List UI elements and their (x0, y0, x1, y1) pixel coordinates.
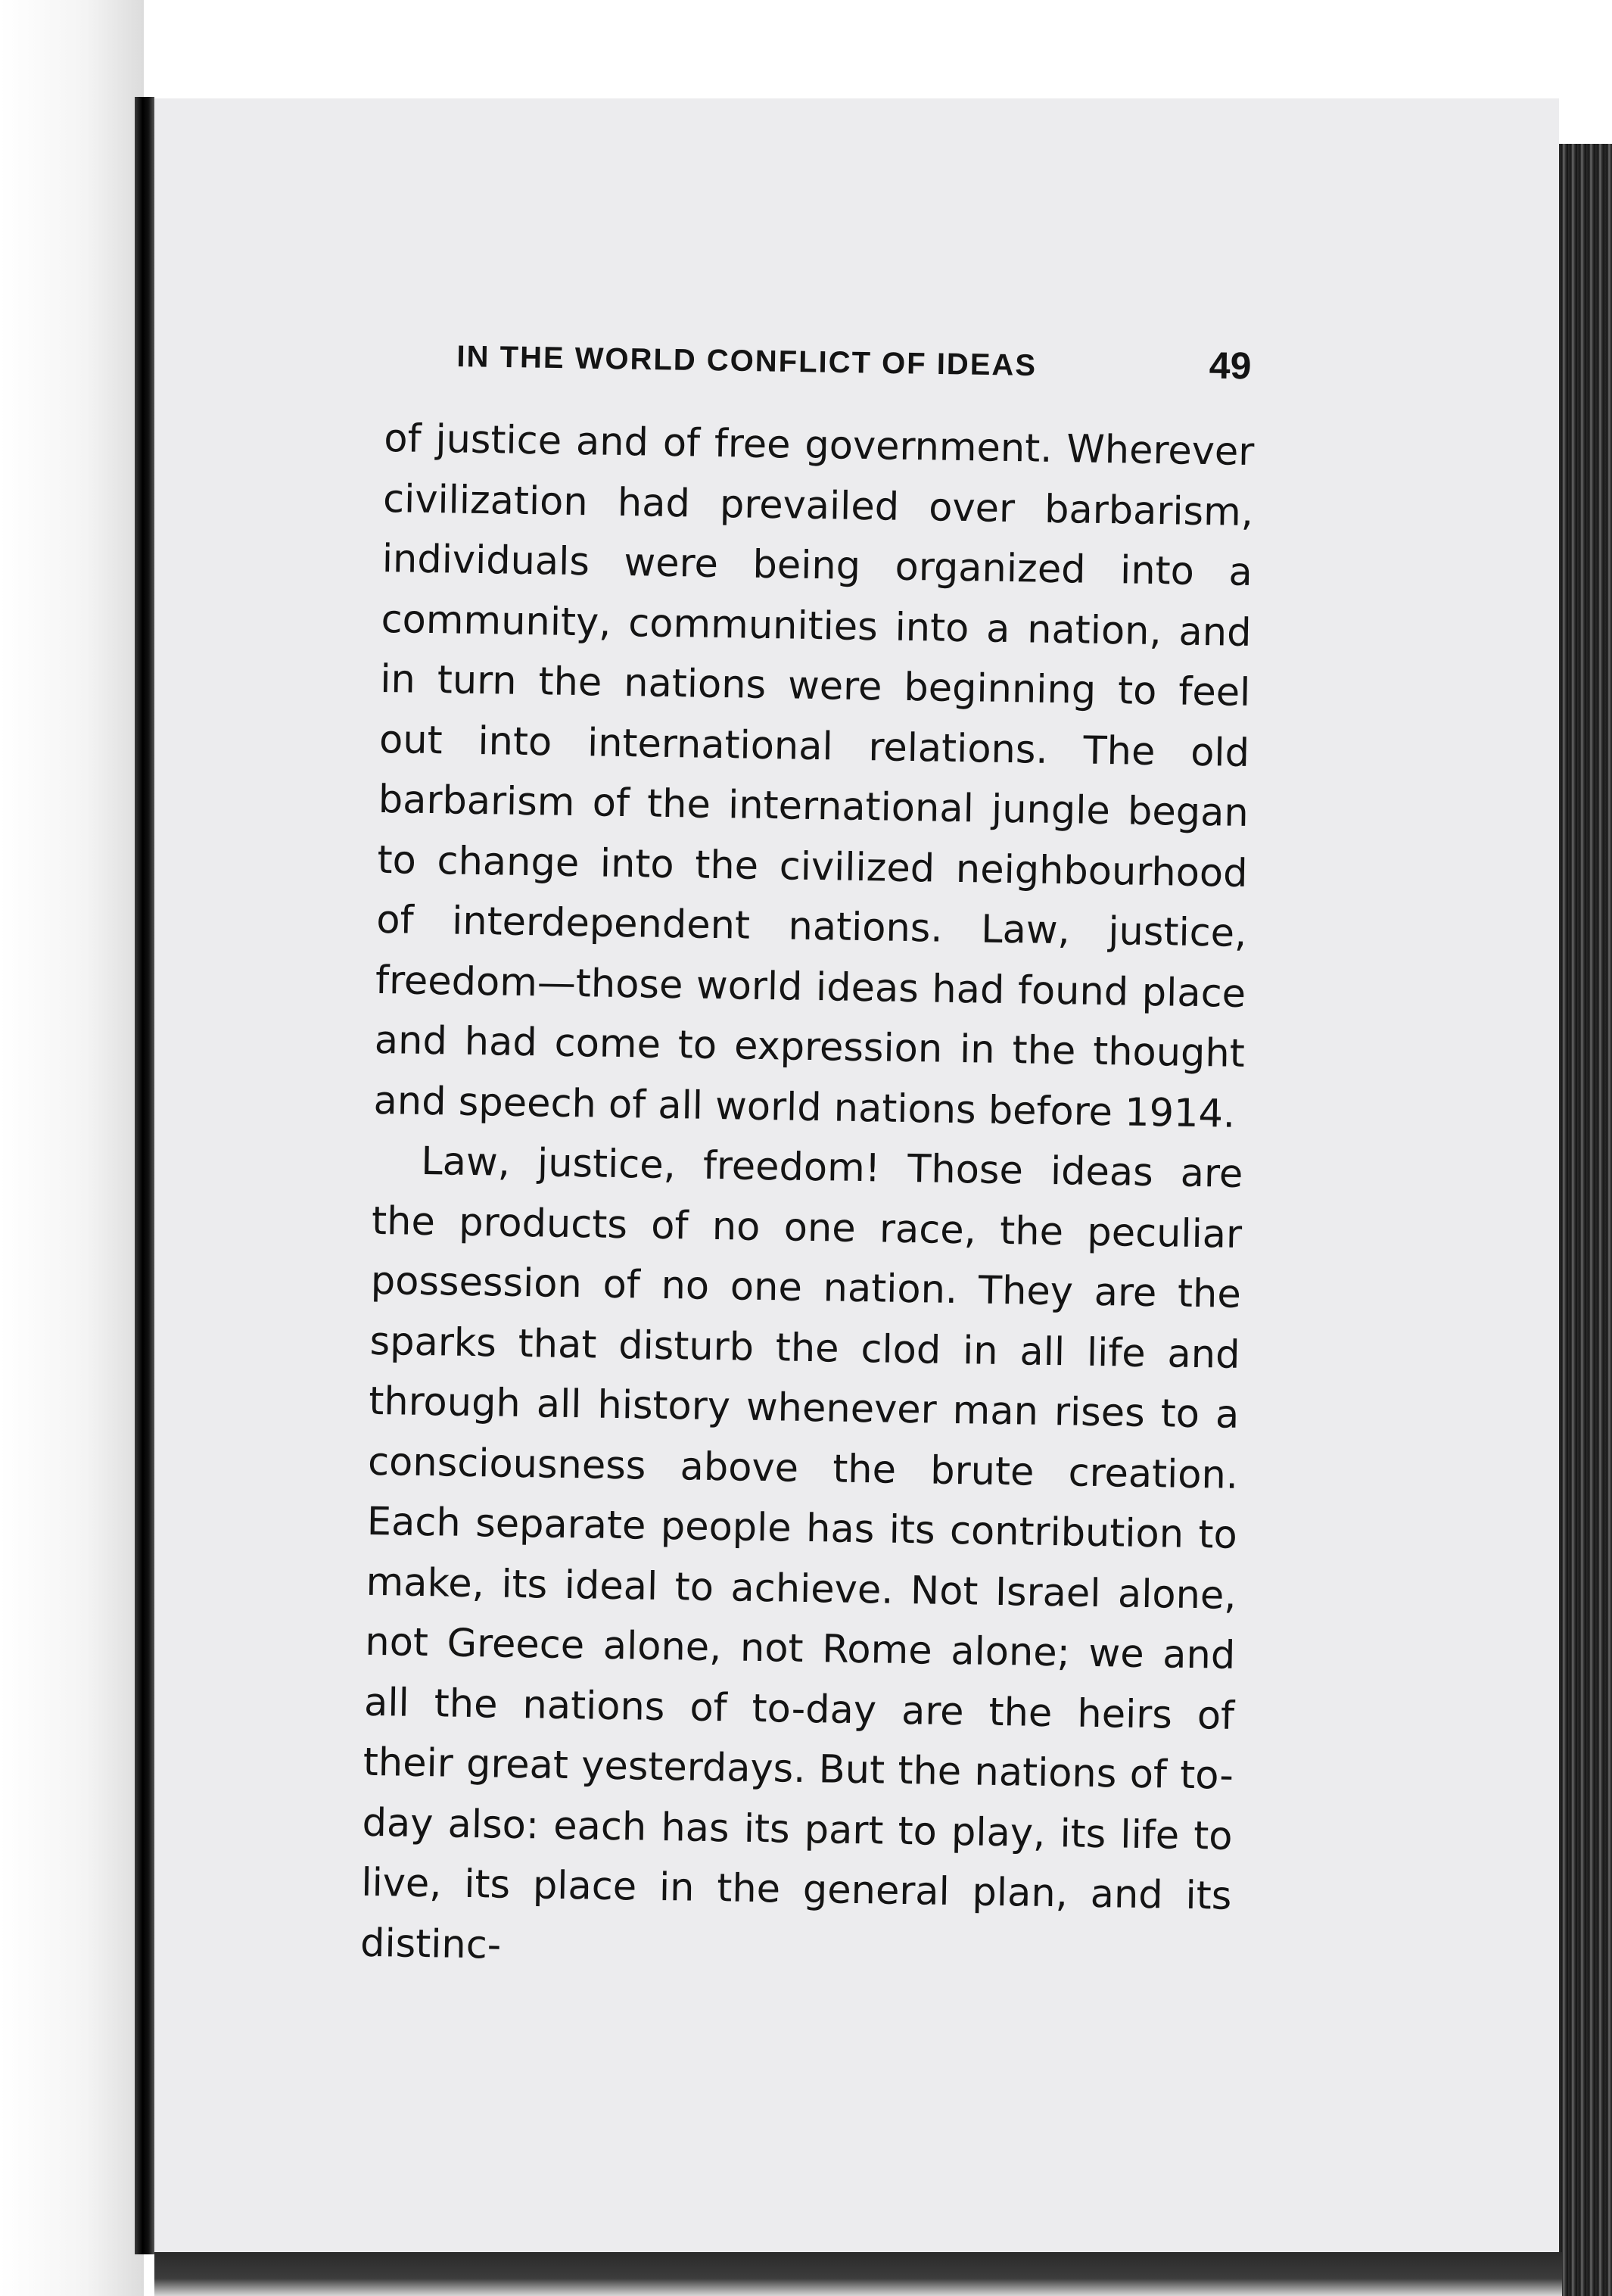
page-edge-right (1559, 144, 1612, 2296)
running-head-title: IN THE WORLD CONFLICT OF IDEAS (456, 339, 1038, 383)
right-margin-top (1559, 98, 1612, 144)
left-margin (0, 0, 144, 2296)
paragraph-2: Law, justice, freedom! Those ideas are the products of no one race, the peculiar possession of no one nation. They are the sparks that disturb the clod in all life and through all history whenever man rises to a consciousness above the brute creation. Each separate people has its contribution to make, its ideal to achieve. Not Israel alone, not Greece alone, not Rome alone; we and all the nations of to-day are the heirs of their great yesterdays. But the nations of to-day also: each has its part to play, its life to live, its place in the general plan, and its distinc- (359, 1139, 1243, 1968)
page-number: 49 (1209, 344, 1252, 388)
page-edge-bottom (154, 2252, 1562, 2296)
book-spine-shadow (135, 97, 154, 2254)
body-text (360, 409, 1255, 1987)
paragraph-1: of justice and of free government. Wherever civilization had prevailed over barbarism, individuals were being organized into a community, communities into a nation, and in turn the nations were beginning to feel out into international relations. The old barbarism of the international jungle began to change into the civilized neighbourhood of interdependent nations. Law, justice, freedom—those world ideas had found place and had come to expression in the thought and speech of all world nations before 1914. (373, 416, 1255, 1137)
